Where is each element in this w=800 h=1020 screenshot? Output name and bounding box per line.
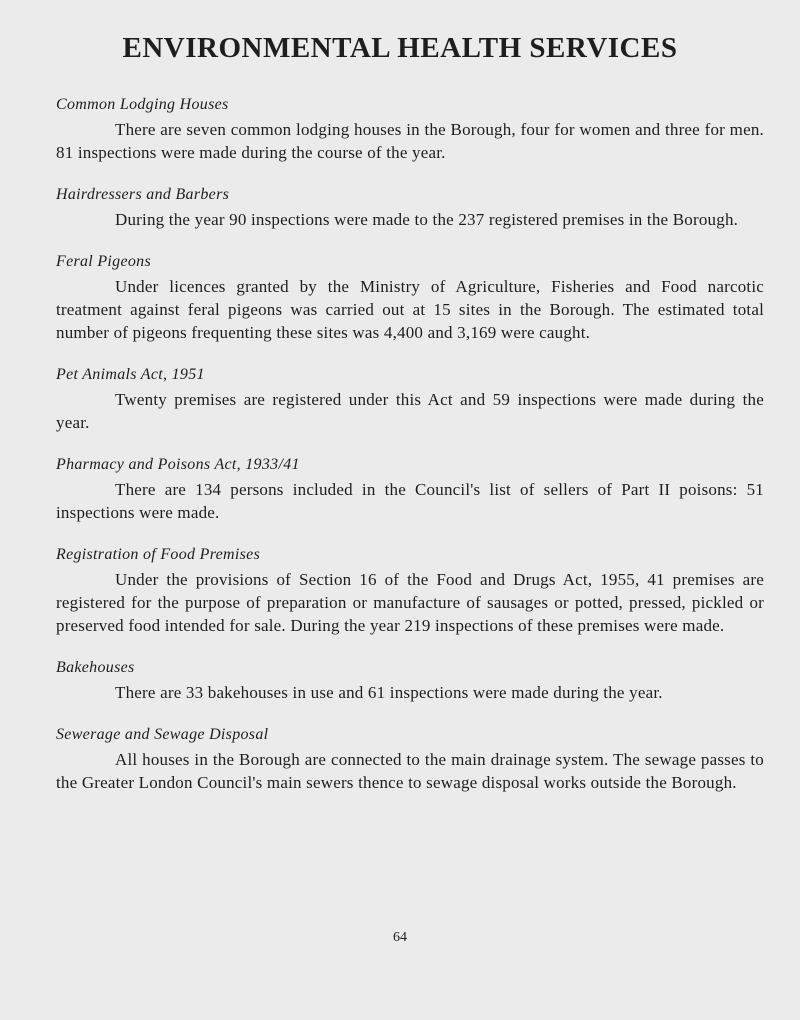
- page-title: ENVIRONMENTAL HEALTH SERVICES: [122, 32, 678, 64]
- section-paragraph: During the year 90 inspections were made to the 237 registered premises in the Borough.: [115, 210, 739, 229]
- section-registration-of-food-premises: [56, 544, 764, 637]
- section-pet-animals-act: [56, 364, 764, 434]
- section-bakehouses: [56, 657, 764, 704]
- section-heading: Feral Pigeons: [56, 253, 151, 270]
- section-paragraph: All houses in the Borough are connected to the main drainage system. The sewage passes to the Greater London Council's main sewers thence to sewage disposal works outside the Borough.: [56, 750, 764, 792]
- section-heading: Registration of Food Premises: [56, 546, 261, 563]
- section-heading: Pet Animals Act, 1951: [56, 366, 205, 383]
- section-heading: Common Lodging Houses: [56, 96, 229, 113]
- page-number: 64: [393, 930, 407, 945]
- section-heading: Bakehouses: [56, 659, 135, 676]
- section-heading: Hairdressers and Barbers: [56, 186, 230, 203]
- section-common-lodging-houses: [56, 94, 764, 164]
- section-paragraph: There are 33 bakehouses in use and 61 inspections were made during the year.: [115, 683, 663, 702]
- section-paragraph: Under the provisions of Section 16 of the Food and Drugs Act, 1955, 41 premises are registered for the purpose of preparation or manufacture of sausages or potted, pressed, pickled or preserved food intended for sale. During the year 219 inspections of these premises were made.: [56, 570, 764, 635]
- section-feral-pigeons: [56, 251, 764, 344]
- section-paragraph: Under licences granted by the Ministry of Agriculture, Fisheries and Food narcotic treatment against feral pigeons was carried out at 15 sites in the Borough. The estimated total number of pigeons frequenting these sites was 4,400 and 3,169 were caught.: [56, 277, 764, 342]
- section-hairdressers-and-barbers: [56, 184, 764, 231]
- section-pharmacy-and-poisons-act: [56, 454, 764, 524]
- section-paragraph: Twenty premises are registered under this Act and 59 inspections were made during the year.: [56, 390, 764, 432]
- section-heading: Sewerage and Sewage Disposal: [56, 726, 269, 743]
- section-paragraph: There are 134 persons included in the Council's list of sellers of Part II poisons: 51 inspections were made.: [56, 480, 764, 522]
- section-paragraph: There are seven common lodging houses in the Borough, four for women and three for men. 81 inspections were made during the course of the year.: [56, 120, 764, 162]
- section-heading: Pharmacy and Poisons Act, 1933/41: [56, 456, 300, 473]
- document-body: [56, 94, 764, 814]
- section-sewerage-and-sewage-disposal: [56, 724, 764, 794]
